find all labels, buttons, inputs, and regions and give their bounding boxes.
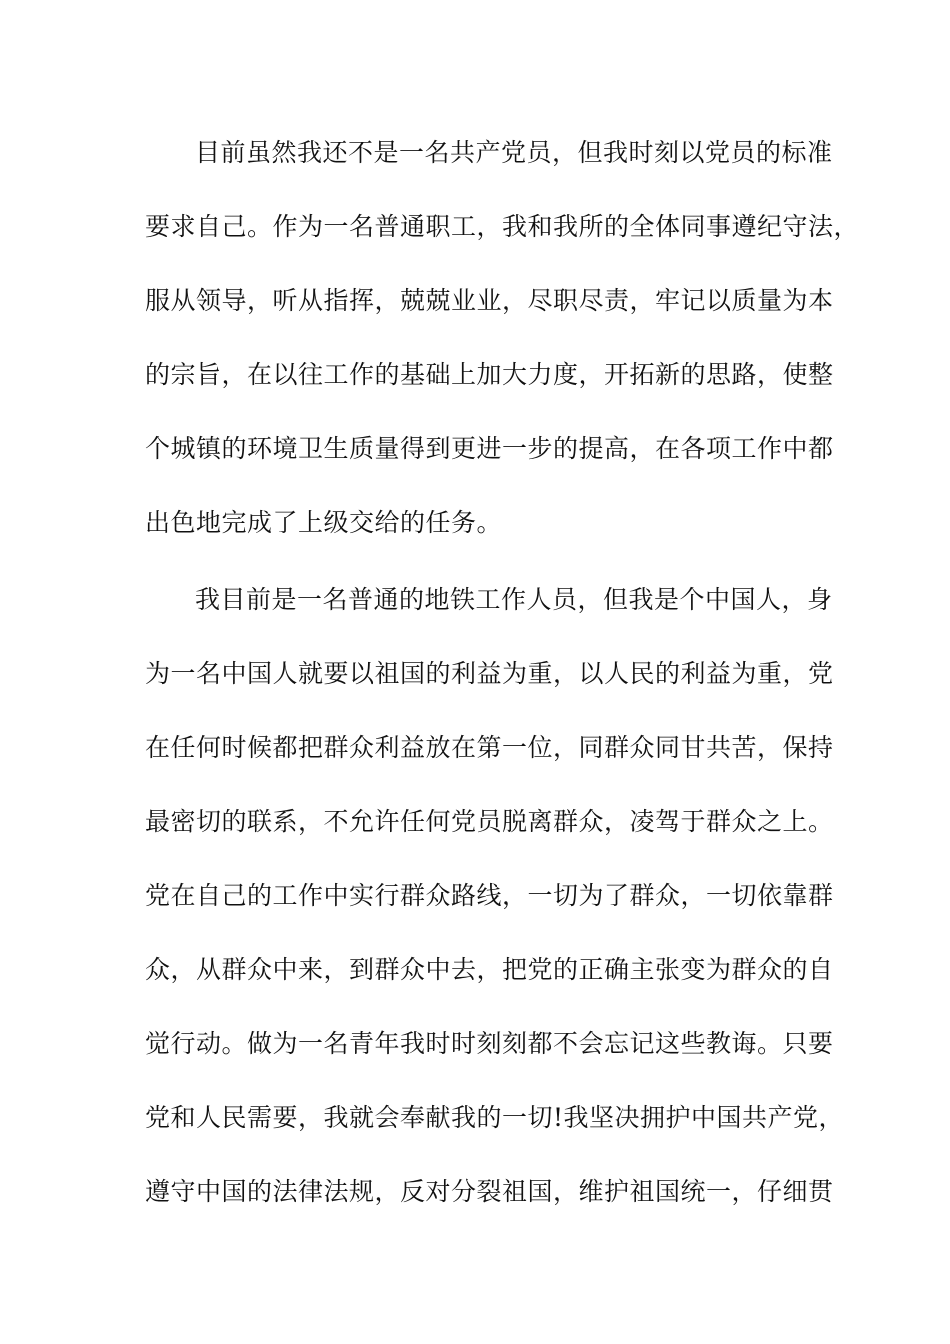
- paragraph-1-line-3: 服从领导，听从指挥，兢兢业业，尽职尽责，牢记以质量为本: [145, 286, 834, 315]
- paragraph-1-line-4: 的宗旨，在以往工作的基础上加大力度，开拓新的思路，使整: [145, 360, 834, 389]
- paragraph-2-line-3: 在任何时候都把群众利益放在第一位，同群众同甘共苦，保持: [145, 733, 834, 762]
- paragraph-2-line-9: 遵守中国的法律法规，反对分裂祖国，维护祖国统一，仔细贯: [145, 1177, 834, 1206]
- paragraph-2-line-1: 我目前是一名普通的地铁工作人员，但我是个中国人，身: [195, 585, 833, 614]
- paragraph-1-line-1: 目前虽然我还不是一名共产党员，但我时刻以党员的标准: [195, 138, 833, 167]
- paragraph-2-line-2: 为一名中国人就要以祖国的利益为重，以人民的利益为重，党: [145, 659, 834, 688]
- paragraph-2-line-5: 党在自己的工作中实行群众路线，一切为了群众，一切依靠群: [145, 881, 834, 910]
- paragraph-2-line-7: 觉行动。做为一名青年我时时刻刻都不会忘记这些教诲。只要: [145, 1029, 834, 1058]
- paragraph-1-line-5: 个城镇的环境卫生质量得到更进一步的提高，在各项工作中都: [145, 434, 834, 463]
- paragraph-2-line-8: 党和人民需要，我就会奉献我的一切!我坚决拥护中国共产党，: [145, 1103, 845, 1132]
- paragraph-1-line-6: 出色地完成了上级交给的任务。: [145, 508, 503, 537]
- paragraph-1-line-2: 要求自己。作为一名普通职工，我和我所的全体同事遵纪守法，: [145, 212, 860, 241]
- paragraph-2-line-6: 众，从群众中来，到群众中去，把党的正确主张变为群众的自: [145, 955, 834, 984]
- paragraph-2-line-4: 最密切的联系，不允许任何党员脱离群众，凌驾于群众之上。: [145, 807, 834, 836]
